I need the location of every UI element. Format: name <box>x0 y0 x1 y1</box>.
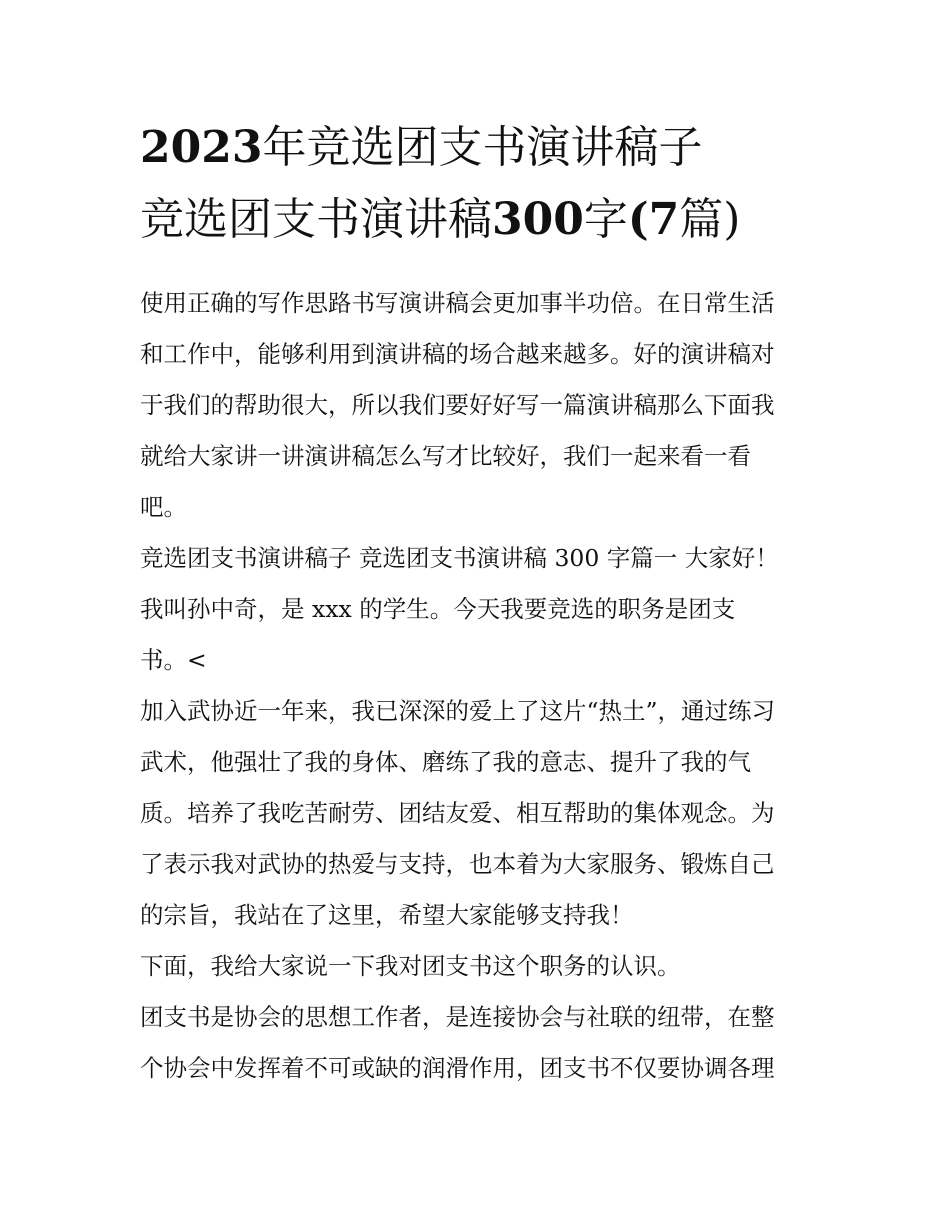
title-line-2-prefix: 竞选团支书演讲稿 <box>140 194 492 245</box>
body-line: 了表示我对武协的热爱与支持，也本着为大家服务、锻炼自己 <box>140 850 775 878</box>
title-line-1-text: 年竞选团支书演讲稿子 <box>262 122 703 173</box>
title-word-count: 300 <box>492 194 584 245</box>
body-line: 加入武协近一年来，我已深深的爱上了这片“热土”，通过练习 <box>140 697 776 725</box>
title-count-close: 篇) <box>679 194 741 245</box>
body-line: 武术，他强壮了我的身体、磨练了我的意志、提升了我的气 <box>140 748 751 776</box>
body-line: 质。培养了我吃苦耐劳、团结友爱、相互帮助的集体观念。为 <box>140 799 775 827</box>
body-line: 于我们的帮助很大，所以我们要好好写一篇演讲稿那么下面我 <box>140 391 775 419</box>
body-line: 团支书是协会的思想工作者，是连接协会与社联的纽带，在整 <box>140 1003 775 1031</box>
body-line: 的宗旨，我站在了这里，希望大家能够支持我！ <box>140 901 634 929</box>
title-line-2 <box>140 184 820 256</box>
document-body <box>140 278 820 1094</box>
body-line: 吧。 <box>140 493 187 521</box>
body-line: 就给大家讲一讲演讲稿怎么写才比较好，我们一起来看一看 <box>140 442 751 470</box>
body-line: 和工作中，能够利用到演讲稿的场合越来越多。好的演讲稿对 <box>140 340 775 368</box>
body-line: 书。< <box>140 646 207 674</box>
body-line: 竞选团支书演讲稿子 竞选团支书演讲稿 300 字篇一 大家好！ <box>140 544 779 572</box>
title-line-1 <box>140 112 820 184</box>
body-line: 使用正确的写作思路书写演讲稿会更加事半功倍。在日常生活 <box>140 289 775 317</box>
body-line: 下面，我给大家说一下我对团支书这个职务的认识。 <box>140 952 681 980</box>
document-title <box>140 112 820 256</box>
body-line: 我叫孙中奇，是 xxx 的学生。今天我要竞选的职务是团支 <box>140 595 736 623</box>
title-count-open: (7 <box>627 194 680 245</box>
title-line-2-text: 字 <box>583 194 628 245</box>
title-year: 2023 <box>140 122 263 173</box>
body-line: 个协会中发挥着不可或缺的润滑作用，团支书不仅要协调各理 <box>140 1054 775 1082</box>
